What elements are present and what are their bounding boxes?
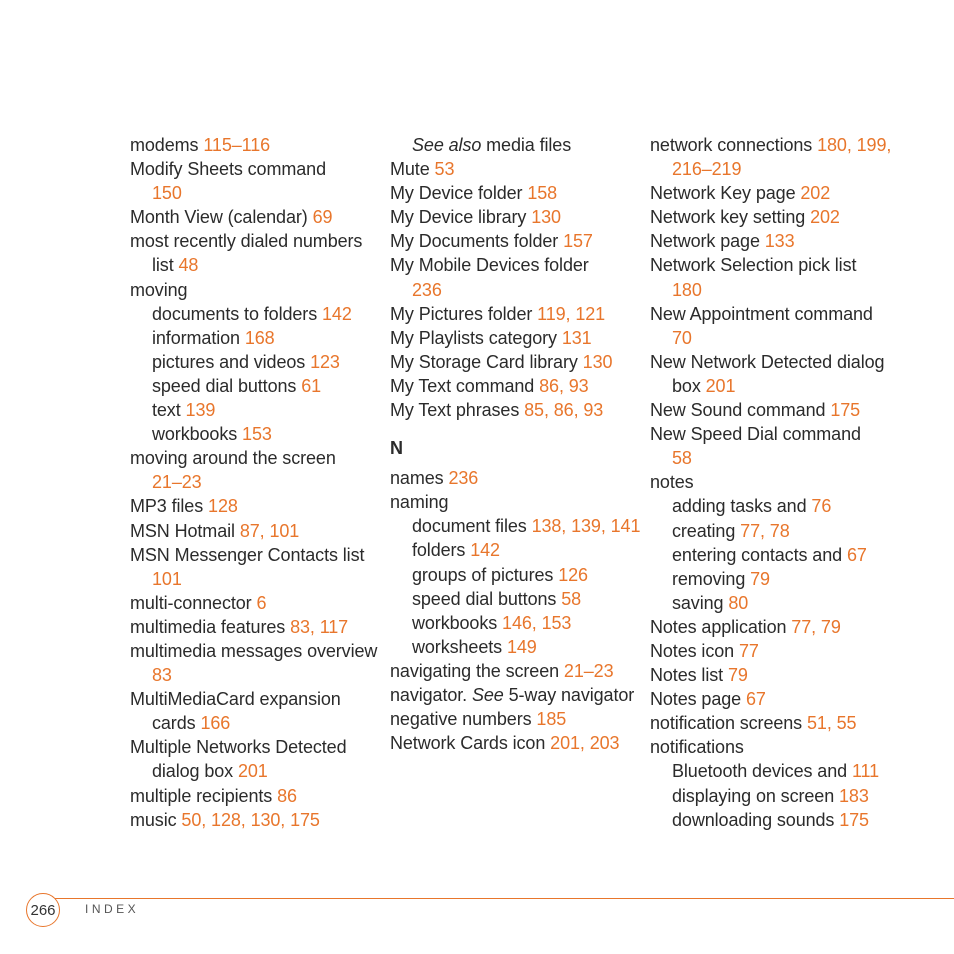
index-subentry <box>390 635 645 659</box>
index-entry <box>390 398 645 422</box>
entry-term: Notes list <box>650 665 724 686</box>
entry-term: Bluetooth devices and <box>672 761 848 782</box>
page-reference-link[interactable]: 67 <box>846 544 867 565</box>
index-subentry <box>650 494 905 518</box>
page-number-badge <box>26 893 60 927</box>
index-entry <box>390 490 645 514</box>
page-reference-link[interactable]: 153 <box>242 424 272 445</box>
entry-term: creating <box>672 520 736 541</box>
index-entry <box>130 519 385 543</box>
entry-term: Notes icon <box>650 640 735 661</box>
page-reference-link[interactable]: 139 <box>185 400 216 421</box>
index-entry <box>390 205 645 229</box>
page-reference-link[interactable]: 77, 79 <box>791 616 841 637</box>
entry-term: network connections <box>650 135 813 155</box>
index-entry <box>130 543 385 591</box>
entry-term: naming <box>390 492 449 513</box>
page-reference-link[interactable]: 76 <box>811 496 832 517</box>
page-reference-link[interactable]: 131 <box>561 327 592 348</box>
index-entry <box>650 422 905 470</box>
page-reference-link[interactable]: 142 <box>470 540 500 561</box>
entry-term: MSN Messenger Contacts list <box>130 544 365 565</box>
index-entry <box>390 253 645 301</box>
index-subentry <box>650 567 905 591</box>
page-reference-link[interactable]: 185 <box>536 709 567 730</box>
page-reference-link[interactable]: 146, 153 <box>502 612 572 633</box>
entry-term: My Playlists category <box>390 327 557 348</box>
page-reference-link[interactable]: 101 <box>152 568 182 589</box>
entry-term: workbooks <box>152 424 238 445</box>
entry-term: displaying on screen <box>672 785 835 806</box>
index-entry <box>650 663 905 687</box>
index-entry <box>650 350 905 398</box>
page-reference-link[interactable]: 201, 203 <box>550 733 620 754</box>
footer-rule <box>42 898 954 899</box>
entry-term: groups of pictures <box>412 564 554 585</box>
index-column-1 <box>130 133 385 832</box>
cross-reference-target: 5-way navigator <box>508 684 635 705</box>
index-subentry <box>650 591 905 615</box>
page-reference-link[interactable]: 123 <box>310 351 340 372</box>
index-subentry <box>390 587 645 611</box>
entry-term: documents to folders <box>152 303 318 324</box>
index-entry <box>130 229 385 277</box>
page-reference-link[interactable]: 83 <box>152 665 172 686</box>
entry-term: notes <box>650 472 694 493</box>
entry-term: Multiple Networks Detected dialog box <box>130 737 347 782</box>
page-reference-link[interactable]: 166 <box>200 713 231 734</box>
entry-term: document files <box>412 516 527 537</box>
index-entry <box>650 133 905 181</box>
index-entry <box>650 205 905 229</box>
page-reference-link[interactable]: 138, 139, 141 <box>531 516 641 537</box>
page-reference-link[interactable]: 175 <box>839 809 869 830</box>
page-reference-link[interactable]: 236 <box>412 279 442 300</box>
entry-term: My Pictures folder <box>390 303 533 324</box>
entry-term: New Appointment command <box>650 303 873 324</box>
index-entry <box>390 326 645 350</box>
entry-term: Mute <box>390 159 430 180</box>
index-entry <box>390 683 645 707</box>
entry-term: worksheets <box>412 636 503 657</box>
index-subentry <box>650 808 905 832</box>
page-reference-link[interactable]: 128 <box>208 496 238 517</box>
entry-term: moving <box>130 279 188 300</box>
page-reference-link[interactable]: 111 <box>851 761 879 782</box>
index-column-3 <box>650 133 905 832</box>
page-reference-link[interactable]: 48 <box>178 255 199 276</box>
index-column-2 <box>390 133 645 755</box>
page-reference-link[interactable]: 77 <box>738 640 759 661</box>
entry-term: Month View (calendar) <box>130 207 308 228</box>
index-entry <box>390 374 645 398</box>
page-reference-link[interactable]: 202 <box>800 183 831 204</box>
entry-term: MSN Hotmail <box>130 520 235 541</box>
page-reference-link[interactable]: 157 <box>563 231 593 252</box>
page-reference-link[interactable]: 126 <box>558 564 588 585</box>
index-subentry <box>650 543 905 567</box>
index-entry <box>650 398 905 422</box>
index-entry <box>650 615 905 639</box>
index-entry <box>130 639 385 687</box>
index-subentry <box>130 326 385 350</box>
entry-term: navigating the screen <box>390 660 560 681</box>
entry-term: most recently dialed numbers list <box>130 231 363 276</box>
entry-term: Network Cards icon <box>390 733 546 754</box>
index-entry <box>650 711 905 735</box>
page-reference-link[interactable]: 130 <box>531 207 561 228</box>
entry-term: My Mobile Devices folder <box>390 255 589 276</box>
entry-term: information <box>152 327 240 348</box>
index-entry <box>130 446 385 494</box>
entry-term: music <box>130 809 177 830</box>
entry-term: negative numbers <box>390 709 532 730</box>
page-reference-link[interactable]: 149 <box>506 636 537 657</box>
index-entry <box>650 639 905 663</box>
index-entry <box>390 229 645 253</box>
index-entry <box>650 687 905 711</box>
entry-term: downloading sounds <box>672 809 835 830</box>
entry-term: speed dial buttons <box>152 375 297 396</box>
page-reference-link[interactable]: 85, 86, 93 <box>524 400 604 421</box>
see-label: See <box>471 684 504 705</box>
page-reference-link[interactable]: 50, 128, 130, 175 <box>181 809 320 830</box>
page-number: 266 <box>30 901 56 919</box>
entry-term: notifications <box>650 737 744 758</box>
index-entry <box>390 707 645 731</box>
index-entry <box>130 591 385 615</box>
index-entry <box>390 659 645 683</box>
entry-term: folders <box>412 540 466 561</box>
index-subentry <box>130 398 385 422</box>
index-entry <box>390 133 645 157</box>
index-subentry <box>650 759 905 783</box>
page-reference-link[interactable]: 115–116 <box>203 135 271 155</box>
index-entry <box>650 181 905 205</box>
index-entry <box>130 205 385 229</box>
page-reference-link[interactable]: 53 <box>434 159 455 180</box>
page-reference-link[interactable]: 201 <box>705 375 736 396</box>
index-subentry <box>390 563 645 587</box>
page-reference-link[interactable]: 236 <box>448 468 479 489</box>
index-subentry <box>390 538 645 562</box>
page-reference-link[interactable]: 119, 121 <box>537 303 606 324</box>
page-reference-link[interactable]: 201 <box>237 761 268 782</box>
index-entry <box>390 731 645 755</box>
index-subentry <box>650 784 905 808</box>
index-subentry <box>130 422 385 446</box>
index-entry <box>390 350 645 374</box>
index-entry <box>130 615 385 639</box>
index-subentry <box>390 611 645 635</box>
see-also-label: See also <box>412 135 482 155</box>
entry-term: MultiMediaCard expansion cards <box>130 689 341 734</box>
page-reference-link[interactable]: 175 <box>830 400 861 421</box>
entry-term: modems <box>130 135 199 155</box>
index-entry <box>650 735 905 759</box>
index-entry <box>650 253 905 301</box>
page-reference-link[interactable]: 58 <box>561 588 582 609</box>
page-reference-link[interactable]: 130 <box>582 351 613 372</box>
entry-term: entering contacts and <box>672 544 843 565</box>
index-entry <box>130 133 385 157</box>
entry-term: text <box>152 400 181 421</box>
index-entry <box>130 494 385 518</box>
page-reference-link[interactable]: 87, 101 <box>239 520 300 541</box>
page-reference-link[interactable]: 150 <box>152 183 182 204</box>
index-letter-heading: N <box>390 438 403 459</box>
entry-term: Network key setting <box>650 207 806 228</box>
entry-term: Modify Sheets command <box>130 159 326 180</box>
page-reference-link[interactable]: 202 <box>810 207 840 228</box>
index-entry <box>390 466 645 490</box>
entry-term: names <box>390 468 444 489</box>
page-reference-link[interactable]: 67 <box>745 689 766 710</box>
page-reference-link[interactable]: 180 <box>672 279 702 300</box>
page-reference-link[interactable]: 70 <box>672 327 692 348</box>
index-entry <box>650 302 905 350</box>
page-reference-link[interactable]: 58 <box>672 448 692 469</box>
entry-term: Network page <box>650 231 760 252</box>
entry-term: speed dial buttons <box>412 588 557 609</box>
entry-term: Network Selection pick list <box>650 255 857 276</box>
index-entry <box>650 229 905 253</box>
page-reference-link[interactable]: 180, 199, 216–219 <box>672 135 892 180</box>
page-reference-link[interactable]: 86, 93 <box>539 375 589 396</box>
entry-term: Network Key page <box>650 183 796 204</box>
page-reference-link[interactable]: 86 <box>277 785 297 806</box>
index-entry <box>130 687 385 735</box>
entry-term: media files <box>486 135 572 155</box>
section-label: INDEX <box>85 902 140 916</box>
index-entry <box>390 181 645 205</box>
entry-term: My Storage Card library <box>390 351 578 372</box>
page-reference-link[interactable]: 133 <box>764 231 795 252</box>
entry-term: My Device folder <box>390 183 523 204</box>
entry-term: Notes page <box>650 689 742 710</box>
index-subentry <box>390 514 645 538</box>
entry-term: My Device library <box>390 207 527 228</box>
index-entry <box>130 278 385 302</box>
page-reference-link[interactable]: 61 <box>301 375 322 396</box>
page-reference-link[interactable]: 142 <box>322 303 352 324</box>
index-subentry <box>130 374 385 398</box>
page-reference-link[interactable]: 77, 78 <box>740 520 790 541</box>
index-entry <box>130 784 385 808</box>
entry-term: workbooks <box>412 612 498 633</box>
page-reference-link[interactable]: 83, 117 <box>290 616 349 637</box>
entry-term: Notes application <box>650 616 787 637</box>
page-reference-link[interactable]: 79 <box>750 568 770 589</box>
index-entry <box>390 302 645 326</box>
entry-term: New Network Detected dialog box <box>650 351 885 396</box>
entry-term: saving <box>672 592 724 613</box>
page-reference-link[interactable]: 6 <box>256 592 267 613</box>
index-subentry <box>130 302 385 326</box>
page-reference-link[interactable]: 21–23 <box>563 660 614 681</box>
page-reference-link[interactable]: 69 <box>312 207 333 228</box>
entry-term: My Text command <box>390 375 535 396</box>
page-reference-link[interactable]: 168 <box>244 327 275 348</box>
entry-term: multi-connector <box>130 592 252 613</box>
page-reference-link[interactable]: 51, 55 <box>807 713 857 734</box>
index-subentry <box>650 519 905 543</box>
entry-term: multiple recipients <box>130 785 273 806</box>
entry-term: moving around the screen <box>130 448 336 469</box>
entry-term: removing <box>672 568 746 589</box>
page-reference-link[interactable]: 183 <box>839 785 869 806</box>
index-entry <box>650 470 905 494</box>
entry-term: New Speed Dial command <box>650 424 861 445</box>
page-reference-link[interactable]: 79 <box>727 665 748 686</box>
entry-term: My Text phrases <box>390 400 520 421</box>
entry-term: adding tasks and <box>672 496 807 517</box>
page-reference-link[interactable]: 80 <box>728 592 749 613</box>
entry-term: navigator. <box>390 684 468 705</box>
entry-term: pictures and videos <box>152 351 306 372</box>
entry-term: New Sound command <box>650 400 826 421</box>
index-subentry <box>130 350 385 374</box>
page-reference-link[interactable]: 158 <box>527 183 558 204</box>
entry-term: MP3 files <box>130 496 204 517</box>
entry-term: My Documents folder <box>390 231 559 252</box>
page-reference-link[interactable]: 21–23 <box>152 472 202 493</box>
index-entry <box>130 735 385 783</box>
index-entry <box>130 157 385 205</box>
index-entry <box>390 157 645 181</box>
entry-term: multimedia messages overview <box>130 640 378 661</box>
entry-term: notification screens <box>650 713 803 734</box>
index-entry <box>130 808 385 832</box>
entry-term: multimedia features <box>130 616 286 637</box>
